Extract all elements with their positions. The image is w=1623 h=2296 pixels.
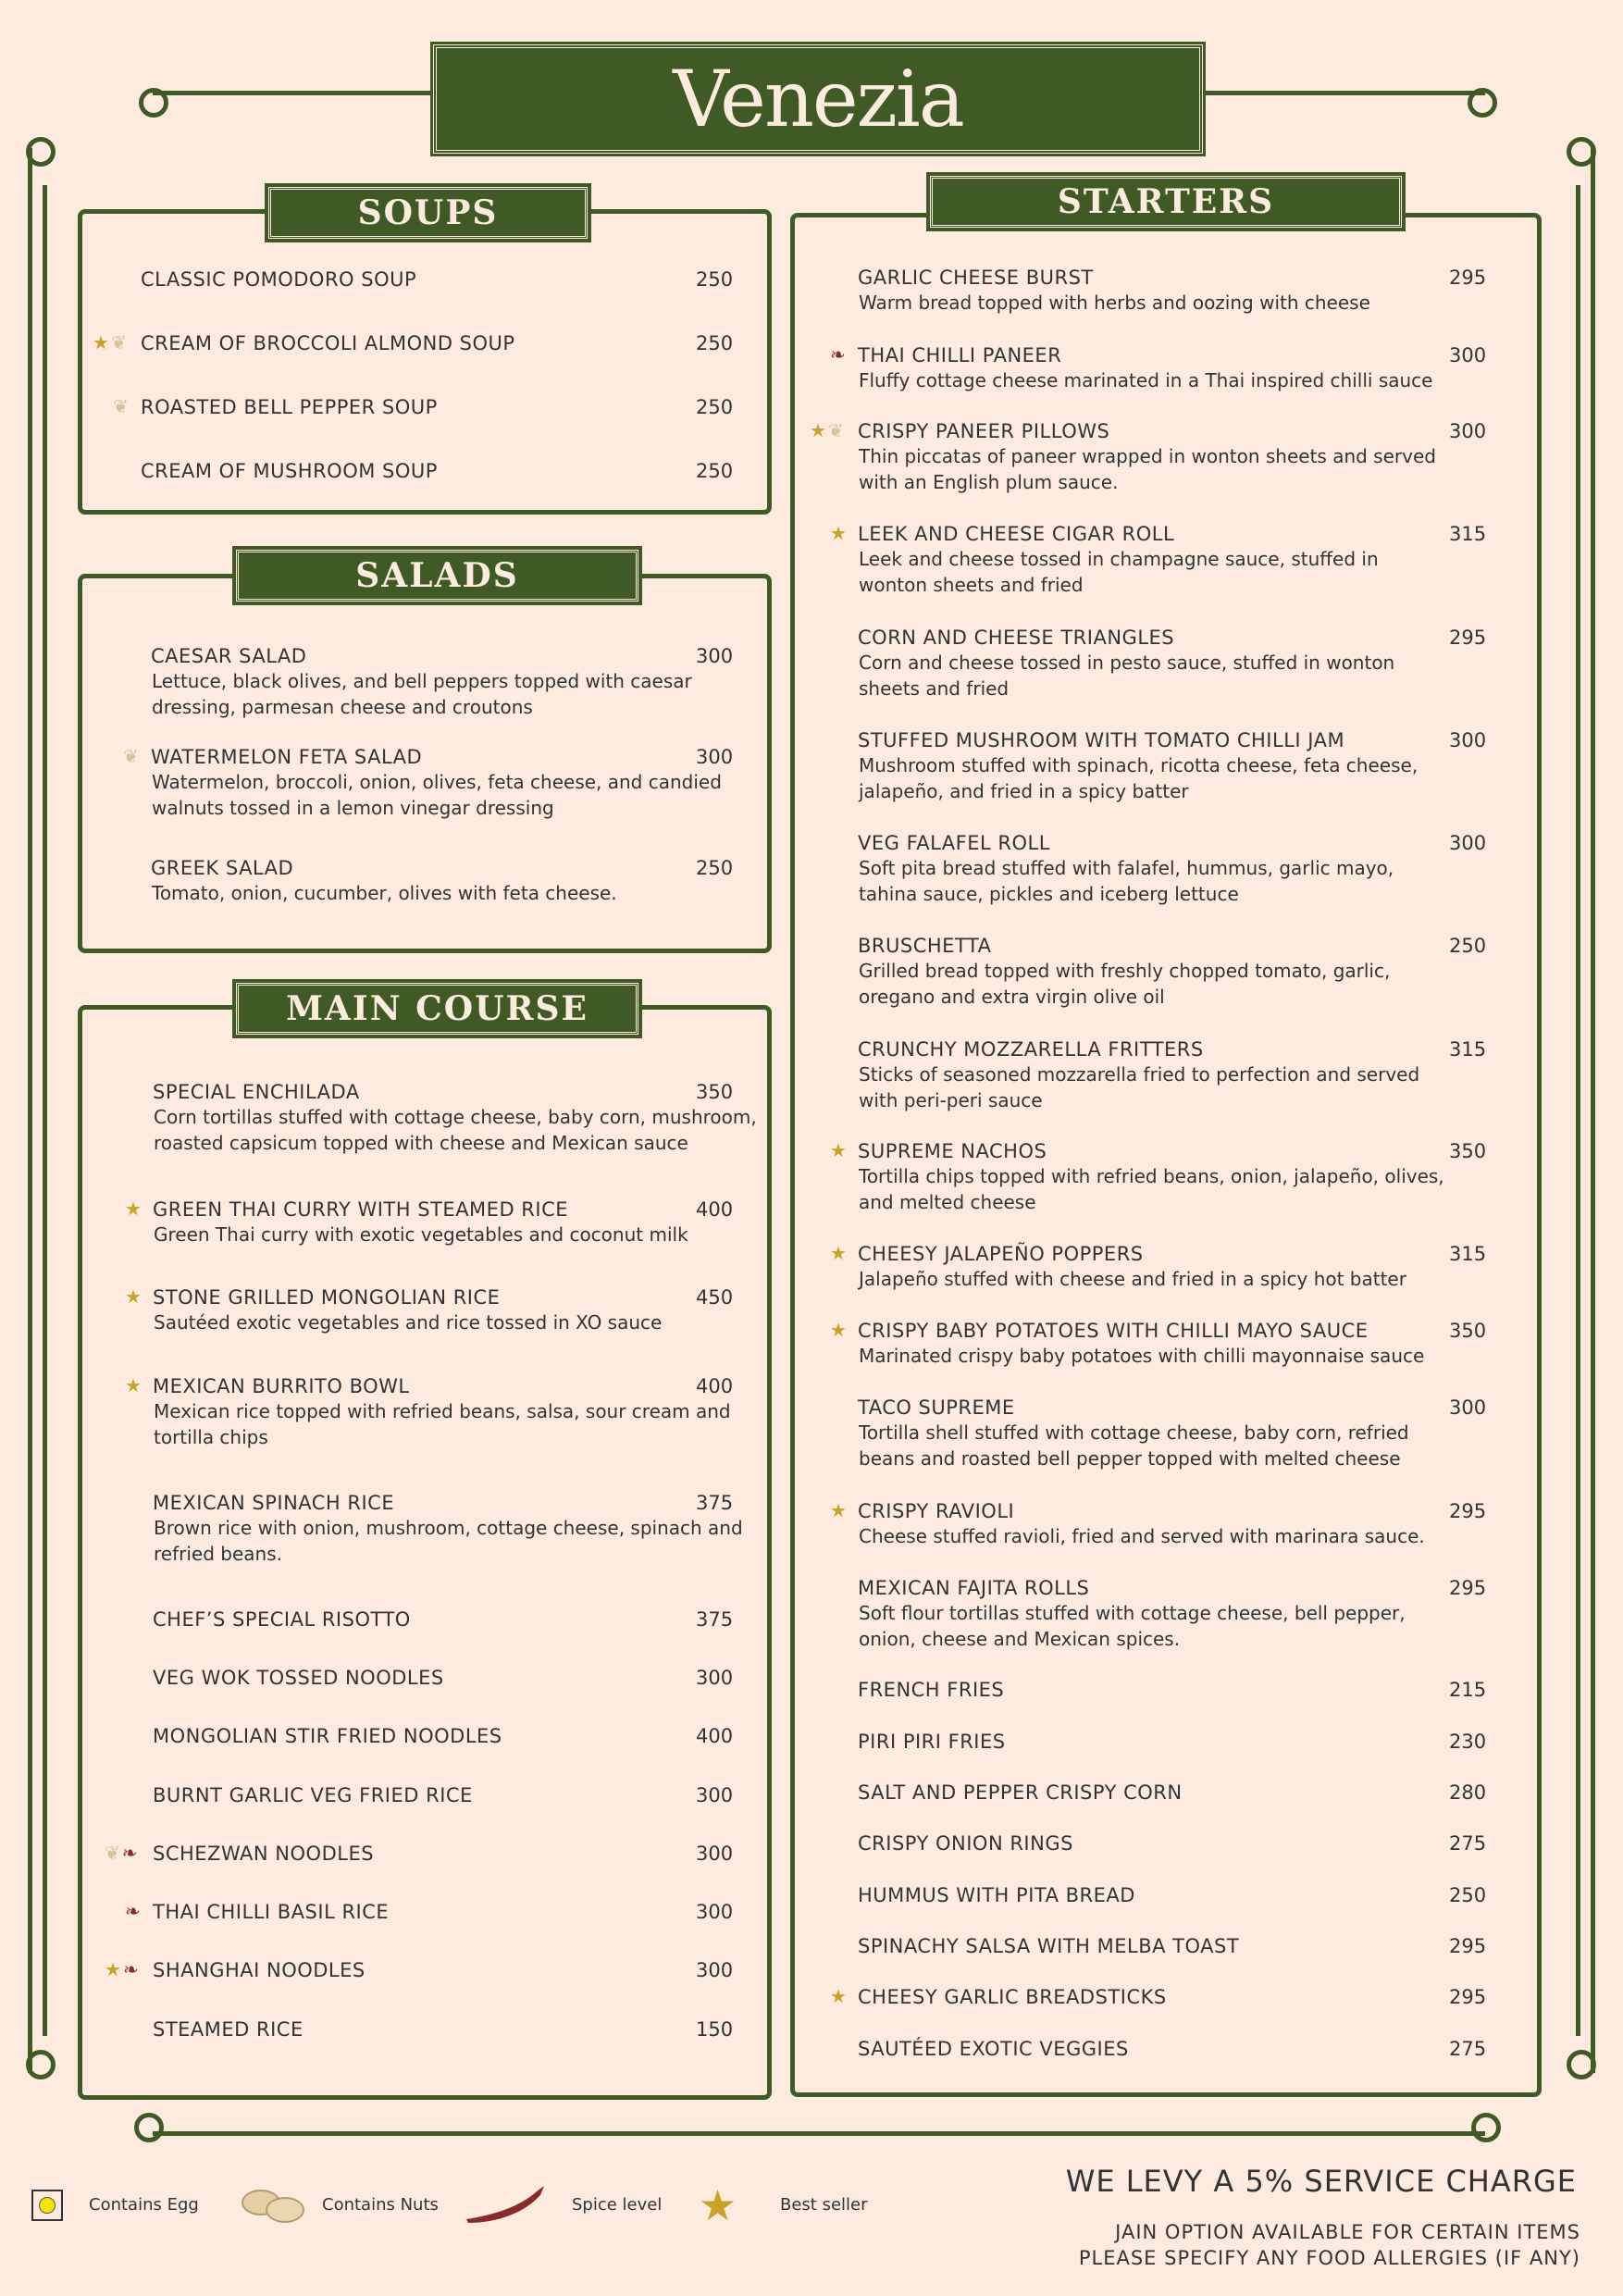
menu-item-description: Mexican rice topped with refried beans, salsa, sour cream and tortilla chips	[154, 1400, 731, 1448]
menu-item-icons	[93, 331, 129, 354]
menu-item-name: HUMMUS WITH PITA BREAD	[858, 1884, 1135, 1906]
menu-item-description: Thin piccatas of paneer wrapped in wonton sheets and served with an English plum sauce.	[859, 445, 1436, 493]
menu-item-description: Lettuce, black olives, and bell peppers topped with caesar dressing, parmesan cheese and croutons	[152, 670, 692, 718]
star-icon: ★	[810, 419, 826, 441]
menu-item-name: SAUTÉED EXOTIC VEGGIES	[858, 2038, 1129, 2060]
menu-item-name: ROASTED BELL PEPPER SOUP	[141, 396, 438, 418]
menu-item-name: TACO SUPREME	[858, 1396, 1015, 1419]
menu-item-name: GARLIC CHEESE BURST	[858, 267, 1094, 289]
menu-item-price: 250	[1449, 935, 1487, 957]
menu-item-icons	[830, 1319, 849, 1341]
nut-icon: ❦	[827, 419, 844, 441]
menu-item-icons	[125, 1285, 143, 1308]
menu-item-name: VEG FALAFEL ROLL	[858, 832, 1050, 854]
menu-item-description: Brown rice with onion, mushroom, cottage cheese, spinach and refried beans.	[154, 1517, 743, 1565]
star-icon: ★	[830, 1985, 847, 2007]
menu-item-name: SALT AND PEPPER CRISPY CORN	[858, 1781, 1183, 1804]
menu-item-description: Corn tortillas stuffed with cottage cheese, baby corn, mushroom, roasted capsicum topped with cheese and Mexican sauce	[154, 1106, 757, 1154]
menu-item-name: FRENCH FRIES	[858, 1679, 1005, 1701]
legend-nuts-label: Contains Nuts	[322, 2195, 439, 2215]
main-course-heading: MAIN COURSE	[236, 983, 638, 1035]
menu-item-description: Corn and cheese tossed in pesto sauce, stuffed in wonton sheets and fried	[859, 652, 1395, 700]
menu-item-icons	[125, 1900, 142, 1922]
menu-item-price: 350	[1449, 1140, 1487, 1162]
header-rule-left	[153, 91, 435, 95]
menu-item-name: SPECIAL ENCHILADA	[153, 1081, 360, 1103]
frame-curl	[1468, 88, 1497, 118]
menu-item-description: Watermelon, broccoli, onion, olives, feta cheese, and candied walnuts tossed in a lemon vinegar dressing	[152, 771, 722, 819]
menu-item-icons	[810, 419, 846, 441]
menu-item-description: Soft pita bread stuffed with falafel, hummus, garlic mayo, tahina sauce, pickles and iceberg lettuce	[859, 857, 1394, 905]
nut-icon: ❦	[110, 331, 127, 354]
menu-item-price: 295	[1449, 627, 1487, 649]
menu-item-description: Grilled bread topped with freshly chopped tomato, garlic, oregano and extra virgin olive oil	[859, 960, 1391, 1008]
menu-item-price: 250	[696, 332, 734, 354]
menu-item-description: Soft flour tortillas stuffed with cottage cheese, bell pepper, onion, cheese and Mexican spices.	[859, 1602, 1406, 1650]
menu-item-icons	[123, 745, 141, 767]
chilli-icon: ❧	[830, 343, 846, 366]
legend-spice-label: Spice level	[572, 2195, 663, 2215]
footer-rule	[153, 2131, 1485, 2136]
frame-right-rule-inner	[1576, 185, 1580, 2036]
menu-item-icons	[105, 1958, 141, 1980]
menu-item-price: 400	[696, 1198, 734, 1221]
menu-item-price: 375	[696, 1608, 734, 1631]
menu-item-description: Tortilla shell stuffed with cottage cheese, baby corn, refried beans and roasted bell pepper topped with melted cheese	[859, 1421, 1409, 1470]
menu-item-name: LEEK AND CHEESE CIGAR ROLL	[858, 523, 1175, 545]
menu-item-name: BURNT GARLIC VEG FRIED RICE	[153, 1784, 473, 1806]
star-icon: ★	[830, 1319, 847, 1341]
star-icon: ★	[830, 1139, 847, 1161]
salads-heading: SALADS	[236, 550, 638, 602]
menu-item-price: 300	[696, 1901, 734, 1923]
menu-item-name: GREEN THAI CURRY WITH STEAMED RICE	[153, 1198, 569, 1221]
menu-item-description: Fluffy cottage cheese marinated in a Thai inspired chilli sauce	[859, 369, 1433, 391]
menu-item-description: Marinated crispy baby potatoes with chilli mayonnaise sauce	[859, 1345, 1425, 1367]
nut-icon: ❦	[113, 395, 129, 417]
menu-item-price: 400	[696, 1375, 734, 1397]
menu-item-name: PIRI PIRI FRIES	[858, 1731, 1006, 1753]
menu-item-name: CHEESY JALAPEÑO POPPERS	[858, 1243, 1144, 1265]
menu-item-name: CAESAR SALAD	[151, 645, 307, 667]
menu-item-price: 375	[696, 1492, 734, 1514]
menu-item-icons	[113, 395, 130, 417]
menu-item-description: Cheese stuffed ravioli, fried and served with marinara sauce.	[859, 1525, 1425, 1547]
menu-item-price: 295	[1449, 1935, 1487, 1957]
soups-heading: SOUPS	[268, 187, 588, 239]
menu-item-price: 250	[1449, 1884, 1487, 1906]
menu-item-icons	[830, 1242, 849, 1264]
frame-curl	[139, 88, 168, 118]
menu-item-price: 230	[1449, 1731, 1487, 1753]
menu-item-price: 295	[1449, 1577, 1487, 1599]
menu-item-icons	[105, 1842, 140, 1864]
star-icon: ★	[93, 331, 109, 354]
menu-item-name: CRISPY ONION RINGS	[858, 1832, 1073, 1855]
menu-item-name: SPINACHY SALSA WITH MELBA TOAST	[858, 1935, 1240, 1957]
menu-item-description: Sautéed exotic vegetables and rice tossed in XO sauce	[154, 1311, 663, 1334]
service-charge-note: WE LEVY A 5% SERVICE CHARGE	[1065, 2164, 1577, 2199]
menu-item-name: MONGOLIAN STIR FRIED NOODLES	[153, 1725, 502, 1747]
star-icon: ★	[699, 2180, 737, 2230]
menu-item-price: 250	[696, 460, 734, 482]
frame-curl	[1471, 2113, 1501, 2142]
menu-item-price: 315	[1449, 1243, 1487, 1265]
chilli-icon: ❧	[121, 1842, 138, 1864]
menu-item-price: 300	[1449, 420, 1487, 442]
menu-item-name: STUFFED MUSHROOM WITH TOMATO CHILLI JAM	[858, 729, 1345, 751]
nut-icon	[241, 2184, 305, 2230]
menu-item-icons	[830, 343, 848, 366]
menu-item-icons	[830, 1139, 849, 1161]
menu-item-price: 275	[1449, 1832, 1487, 1855]
frame-curl	[26, 137, 56, 167]
menu-item-price: 295	[1449, 1986, 1487, 2008]
menu-item-description: Warm bread topped with herbs and oozing with cheese	[859, 292, 1370, 314]
menu-item-name: VEG WOK TOSSED NOODLES	[153, 1667, 444, 1689]
menu-item-price: 215	[1449, 1679, 1487, 1701]
menu-item-description: Leek and cheese tossed in champagne sauce, stuffed in wonton sheets and fried	[859, 548, 1379, 596]
menu-item-price: 300	[696, 1959, 734, 1981]
menu-item-name: CRISPY RAVIOLI	[858, 1500, 1015, 1522]
menu-item-price: 315	[1449, 1038, 1487, 1061]
menu-item-price: 250	[696, 396, 734, 418]
menu-item-price: 300	[696, 746, 734, 768]
menu-item-name: THAI CHILLI BASIL RICE	[153, 1901, 390, 1923]
frame-curl	[26, 2050, 56, 2079]
menu-item-price: 300	[1449, 344, 1487, 366]
menu-item-price: 400	[696, 1725, 734, 1747]
menu-item-name: SUPREME NACHOS	[858, 1140, 1047, 1162]
menu-item-price: 300	[696, 1843, 734, 1865]
menu-item-price: 300	[1449, 1396, 1487, 1419]
menu-item-name: CLASSIC POMODORO SOUP	[141, 268, 417, 291]
frame-curl	[134, 2113, 164, 2142]
menu-item-name: MEXICAN BURRITO BOWL	[153, 1375, 410, 1397]
chilli-icon: ❧	[125, 1900, 141, 1922]
menu-item-price: 350	[1449, 1320, 1487, 1342]
nut-icon: ❦	[105, 1842, 120, 1864]
menu-item-price: 350	[696, 1081, 734, 1103]
star-icon: ★	[830, 522, 847, 544]
starters-heading: STARTERS	[930, 176, 1402, 228]
star-icon: ★	[125, 1198, 142, 1220]
brand-name: Venezia	[673, 54, 963, 144]
star-icon: ★	[125, 1374, 142, 1396]
menu-item-description: Sticks of seasoned mozzarella fried to perfection and served with peri-peri sauce	[859, 1063, 1420, 1111]
star-icon: ★	[125, 1285, 142, 1308]
menu-item-name: SCHEZWAN NOODLES	[153, 1843, 375, 1865]
menu-item-icons	[125, 1198, 143, 1220]
menu-item-description: Tortilla chips topped with refried beans, onion, jalapeño, olives, and melted cheese	[859, 1165, 1444, 1213]
menu-item-price: 300	[696, 1667, 734, 1689]
menu-item-price: 300	[1449, 729, 1487, 751]
menu-item-description: Mushroom stuffed with spinach, ricotta cheese, feta cheese, jalapeño, and fried in a spicy batter	[859, 754, 1419, 802]
menu-item-name: CRISPY PANEER PILLOWS	[858, 420, 1110, 442]
frame-curl	[1567, 2050, 1596, 2079]
frame-curl	[1567, 137, 1596, 167]
allergies-note: PLEASE SPECIFY ANY FOOD ALLERGIES (IF ANY)	[1078, 2247, 1580, 2269]
menu-item-name: CRISPY BABY POTATOES WITH CHILLI MAYO SAUCE	[858, 1320, 1369, 1342]
menu-item-name: CHEESY GARLIC BREADSTICKS	[858, 1986, 1167, 2008]
menu-item-price: 300	[696, 645, 734, 667]
menu-item-price: 300	[1449, 832, 1487, 854]
menu-item-icons	[830, 1985, 849, 2007]
header-rule-right	[1203, 91, 1485, 95]
legend-best-label: Best seller	[780, 2195, 868, 2215]
menu-item-price: 450	[696, 1286, 734, 1309]
menu-item-name: CREAM OF MUSHROOM SOUP	[141, 460, 438, 482]
menu-item-price: 295	[1449, 1500, 1487, 1522]
menu-item-description: Jalapeño stuffed with cheese and fried in a spicy hot batter	[859, 1268, 1406, 1290]
jain-note: JAIN OPTION AVAILABLE FOR CERTAIN ITEMS	[1115, 2221, 1580, 2243]
menu-item-price: 295	[1449, 267, 1487, 289]
frame-left-rule-inner	[43, 185, 47, 2036]
menu-item-icons	[830, 522, 849, 544]
chilli-icon	[463, 2182, 548, 2228]
chilli-icon: ❧	[122, 1958, 139, 1980]
menu-item-description: Green Thai curry with exotic vegetables and coconut milk	[154, 1223, 688, 1246]
star-icon: ★	[830, 1499, 847, 1521]
menu-item-price: 150	[696, 2018, 734, 2041]
egg-icon	[31, 2190, 63, 2221]
menu-item-name: STEAMED RICE	[153, 2018, 304, 2041]
menu-item-name: CRUNCHY MOZZARELLA FRITTERS	[858, 1038, 1204, 1061]
menu-item-price: 300	[696, 1784, 734, 1806]
menu-item-name: GREEK SALAD	[151, 857, 294, 879]
menu-item-name: MEXICAN SPINACH RICE	[153, 1492, 395, 1514]
brand-banner	[433, 44, 1203, 154]
legend-egg-label: Contains Egg	[89, 2195, 199, 2215]
menu-item-name: MEXICAN FAJITA ROLLS	[858, 1577, 1090, 1599]
menu-item-price: 315	[1449, 523, 1487, 545]
star-icon: ★	[105, 1958, 121, 1980]
menu-item-icons	[830, 1499, 849, 1521]
menu-item-name: CREAM OF BROCCOLI ALMOND SOUP	[141, 332, 515, 354]
menu-item-name: WATERMELON FETA SALAD	[151, 746, 423, 768]
frame-left-rule	[28, 148, 32, 2073]
menu-item-price: 280	[1449, 1781, 1487, 1804]
menu-item-name: CORN AND CHEESE TRIANGLES	[858, 627, 1175, 649]
menu-item-name: SHANGHAI NOODLES	[153, 1959, 365, 1981]
star-icon: ★	[830, 1242, 847, 1264]
menu-item-name: STONE GRILLED MONGOLIAN RICE	[153, 1286, 501, 1309]
frame-right-rule	[1591, 148, 1595, 2073]
menu-item-price: 275	[1449, 2038, 1487, 2060]
menu-item-name: CHEF’S SPECIAL RISOTTO	[153, 1608, 411, 1631]
menu-item-description: Tomato, onion, cucumber, olives with feta cheese.	[152, 882, 617, 904]
menu-item-price: 250	[696, 268, 734, 291]
nut-icon: ❦	[123, 745, 139, 767]
menu-item-name: BRUSCHETTA	[858, 935, 992, 957]
menu-item-price: 250	[696, 857, 734, 879]
menu-item-icons	[125, 1374, 143, 1396]
menu-item-name: THAI CHILLI PANEER	[858, 344, 1062, 366]
